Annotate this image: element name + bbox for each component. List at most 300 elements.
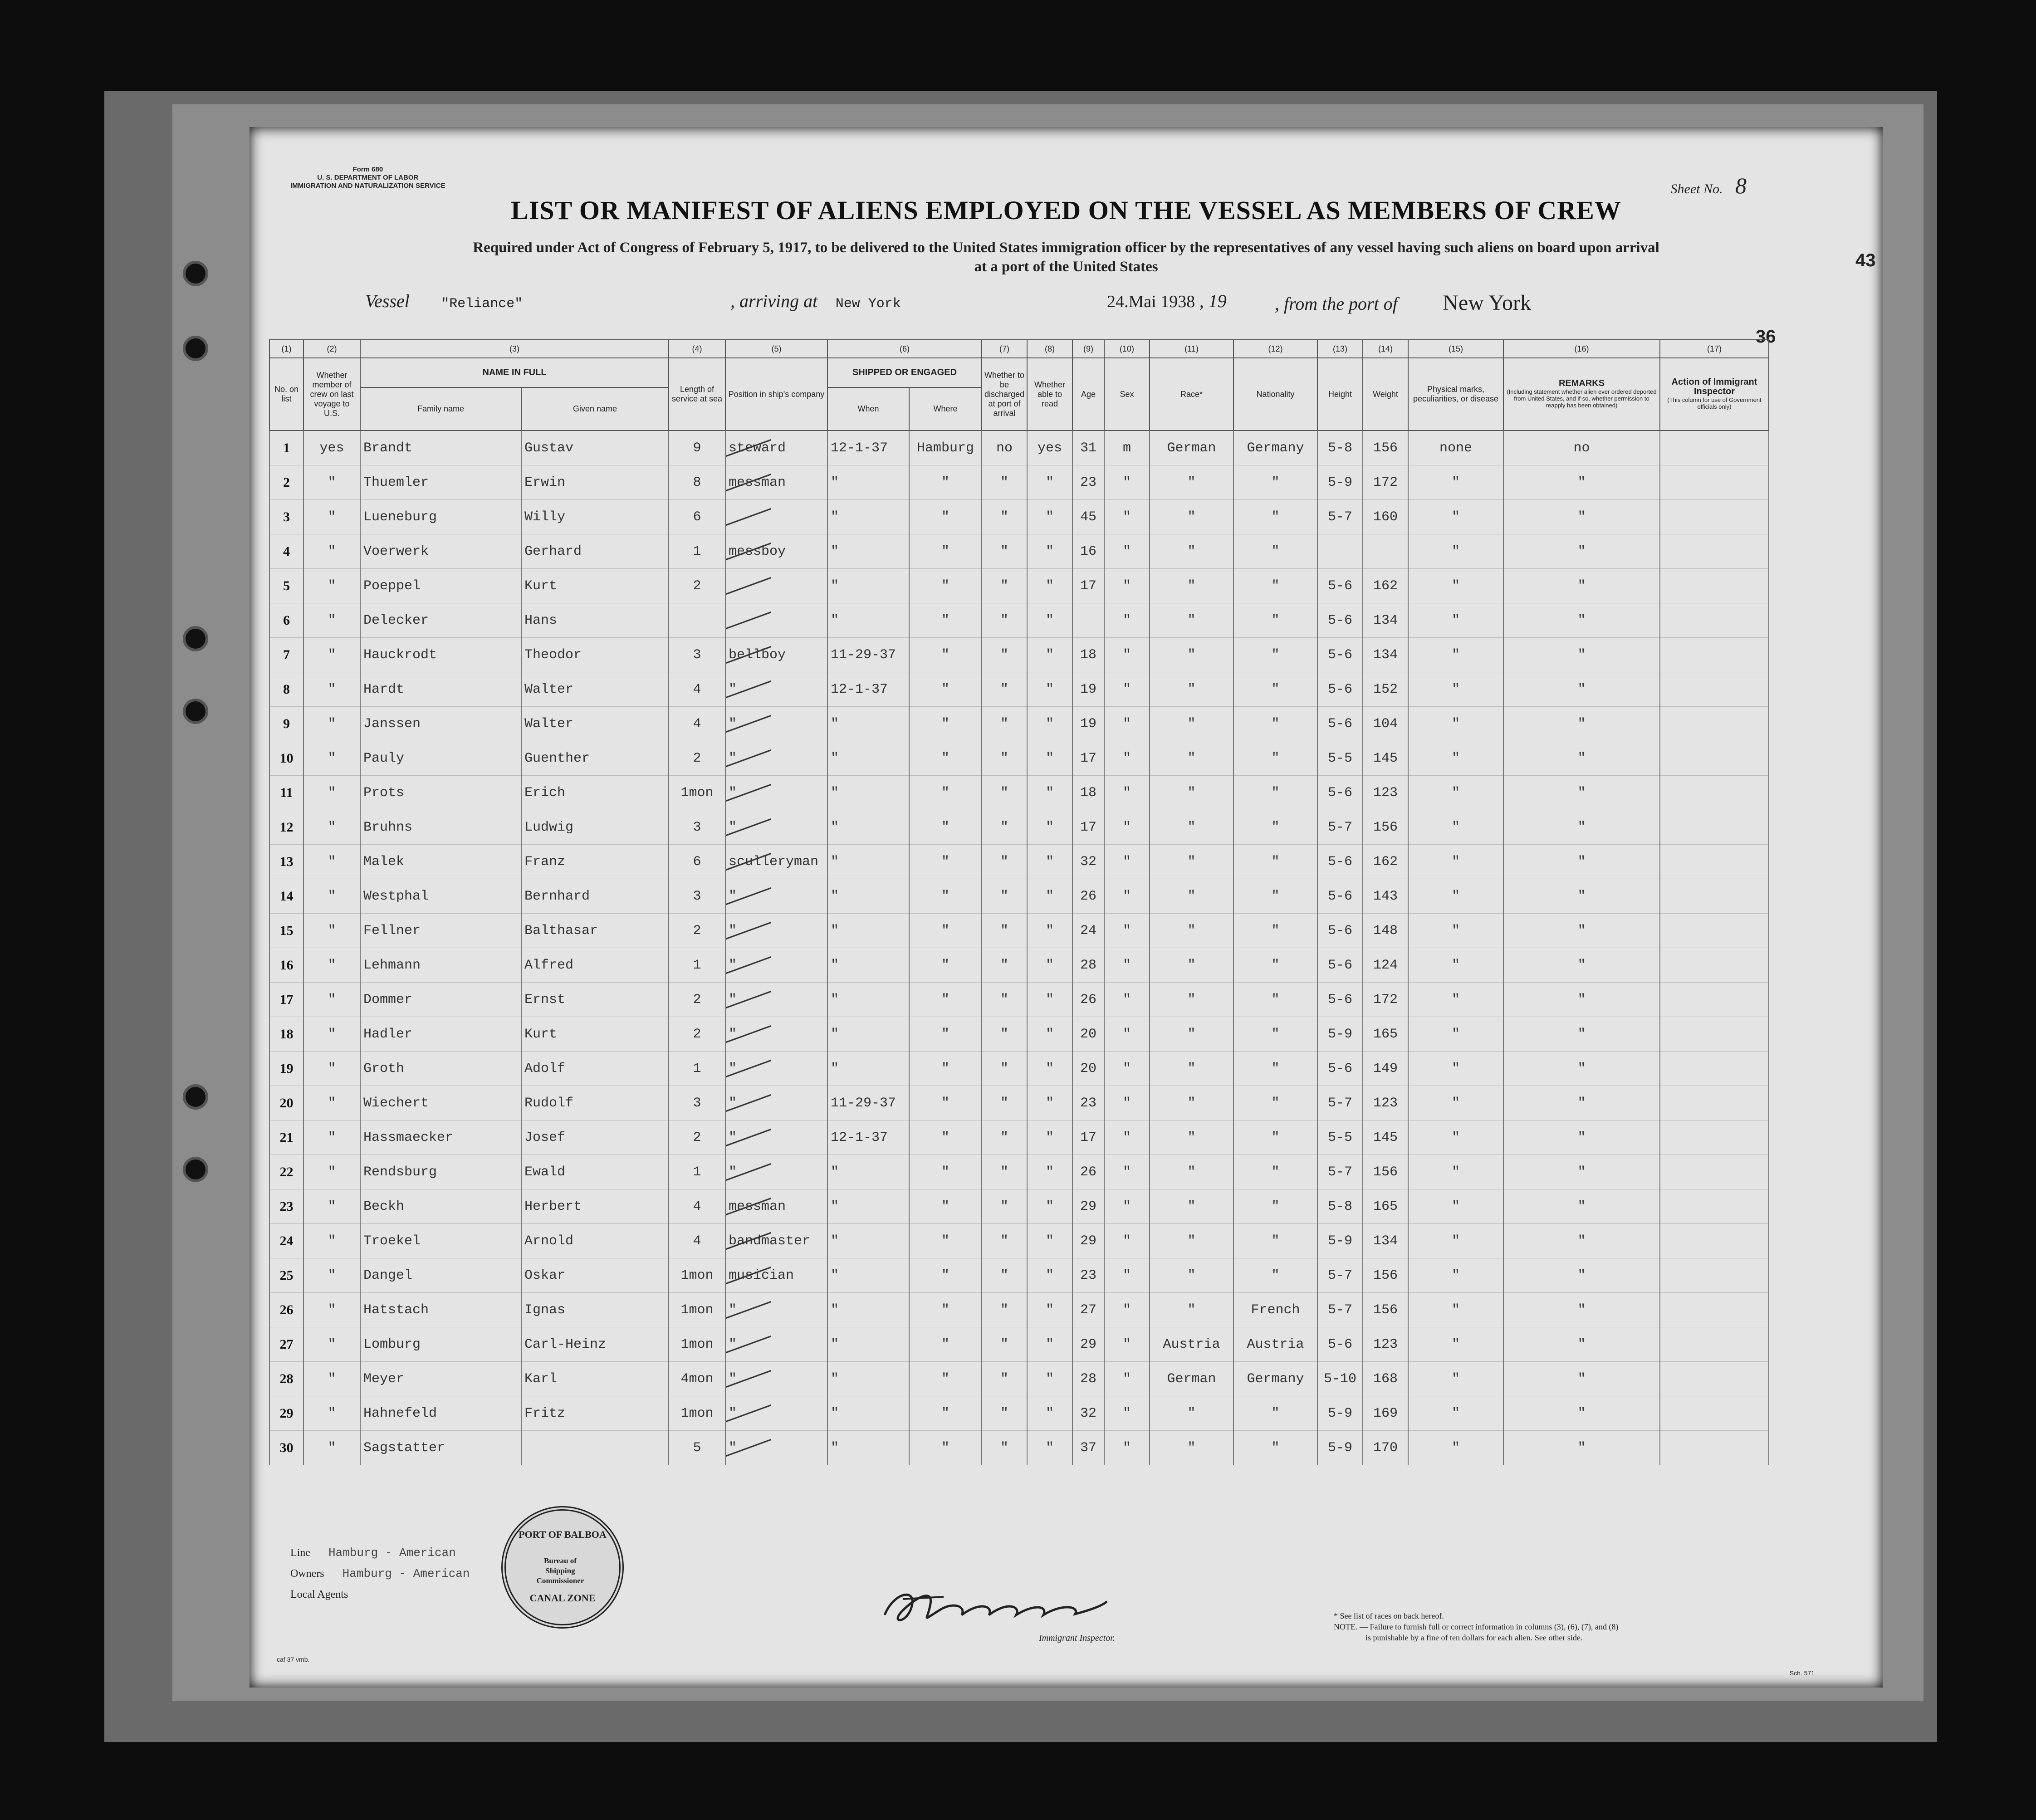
shipped-when-cell: ": [827, 1189, 909, 1224]
nationality-cell: ": [1233, 810, 1317, 845]
table-row: [269, 1224, 1769, 1258]
age-cell: 26: [1072, 983, 1104, 1017]
name-in-full-label: NAME IN FULL: [482, 367, 547, 377]
race-cell: ": [1150, 638, 1233, 672]
inspector-action-cell: [1660, 1189, 1769, 1224]
remarks-cell: ": [1503, 1327, 1660, 1362]
race-cell: ": [1150, 879, 1233, 914]
given-name-cell: Guenther: [521, 741, 669, 776]
remarks-cell: ": [1503, 1189, 1660, 1224]
col-5-number: (5): [725, 340, 827, 358]
inspector-action-cell: [1660, 431, 1769, 465]
able-to-read-cell: ": [1027, 1086, 1072, 1120]
race-cell: ": [1150, 1189, 1233, 1224]
nationality-cell: ": [1233, 638, 1317, 672]
family-name-cell: Lueneburg: [360, 500, 521, 534]
sex-cell: ": [1104, 534, 1150, 569]
shipped-where-cell: ": [909, 1017, 982, 1052]
remarks-note: (Including statement whether alien ever ordered deported from United States, and if so, whether permission to reapply has been obtained): [1507, 388, 1657, 409]
position-cell: ": [725, 879, 827, 914]
from-port-line: [1275, 290, 1531, 315]
age-cell: 19: [1072, 707, 1104, 741]
age-cell: 29: [1072, 1327, 1104, 1362]
given-name-cell: Hans: [521, 603, 669, 638]
shipped-when-cell: ": [827, 1155, 909, 1189]
position-cell: ": [725, 672, 827, 707]
arrival-date: 24.Mai 1938: [1107, 292, 1195, 311]
remarks-cell: ": [1503, 638, 1660, 672]
sex-cell: ": [1104, 776, 1150, 810]
given-name-cell: Balthasar: [521, 914, 669, 948]
weight-cell: 134: [1363, 603, 1408, 638]
weight-cell: 123: [1363, 776, 1408, 810]
able-to-read-cell: ": [1027, 1224, 1072, 1258]
previous-voyage-cell: ": [303, 465, 360, 500]
crew-count: 36: [1756, 327, 1776, 347]
length-of-service-cell: 1mon: [669, 1293, 725, 1327]
height-cell: 5-8: [1317, 1189, 1363, 1224]
discharged-cell: ": [982, 1052, 1027, 1086]
age-cell: 17: [1072, 569, 1104, 603]
given-name-cell: Gerhard: [521, 534, 669, 569]
col-1-number: (1): [269, 340, 303, 358]
table-row: [269, 879, 1769, 914]
position-cell: ": [725, 707, 827, 741]
able-to-read-cell: ": [1027, 1155, 1072, 1189]
length-of-service-cell: 3: [669, 810, 725, 845]
physical-marks-cell: ": [1408, 534, 1503, 569]
remarks-cell: ": [1503, 1052, 1660, 1086]
shipped-where-cell: ": [909, 1155, 982, 1189]
position-cell: messboy: [725, 534, 827, 569]
inspector-action-cell: [1660, 707, 1769, 741]
position-cell: ": [725, 983, 827, 1017]
race-cell: ": [1150, 1086, 1233, 1120]
height-cell: 5-9: [1317, 1396, 1363, 1431]
race-cell: ": [1150, 603, 1233, 638]
previous-voyage-cell: ": [303, 948, 360, 983]
shipped-where-cell: ": [909, 1052, 982, 1086]
family-name-cell: Malek: [360, 845, 521, 879]
shipped-where-cell: ": [909, 1120, 982, 1155]
stamp-line-3: CANAL ZONE: [529, 1592, 596, 1604]
weight-cell: 172: [1363, 465, 1408, 500]
sex-cell: ": [1104, 879, 1150, 914]
footnote-penalty-1: NOTE. — Failure to furnish full or correct information in columns (3), (6), (7), and (8): [1334, 1622, 1619, 1631]
shipped-where-cell: ": [909, 983, 982, 1017]
age-cell: 17: [1072, 810, 1104, 845]
given-name-cell: Ewald: [521, 1155, 669, 1189]
physical-marks-cell: ": [1408, 1224, 1503, 1258]
able-to-read-cell: ": [1027, 1052, 1072, 1086]
table-row: [269, 1293, 1769, 1327]
row-number-cell: 22: [269, 1155, 303, 1189]
family-name-cell: Dommer: [360, 983, 521, 1017]
previous-voyage-cell: ": [303, 1258, 360, 1293]
height-cell: 5-9: [1317, 1431, 1363, 1465]
inspector-action-cell: [1660, 948, 1769, 983]
row-number-cell: 9: [269, 707, 303, 741]
given-name-cell: Fritz: [521, 1396, 669, 1431]
header-height: Height: [1317, 358, 1363, 431]
discharged-cell: ": [982, 1017, 1027, 1052]
remarks-cell: ": [1503, 603, 1660, 638]
col-17-number: (17): [1660, 340, 1769, 358]
height-cell: 5-6: [1317, 603, 1363, 638]
remarks-cell: ": [1503, 1017, 1660, 1052]
discharged-cell: ": [982, 810, 1027, 845]
col-9-number: (9): [1072, 340, 1104, 358]
family-name-cell: Dangel: [360, 1258, 521, 1293]
table-row: [269, 707, 1769, 741]
able-to-read-cell: ": [1027, 603, 1072, 638]
length-of-service-cell: 4: [669, 1224, 725, 1258]
family-name-cell: Prots: [360, 776, 521, 810]
family-name-cell: Groth: [360, 1052, 521, 1086]
height-cell: 5-6: [1317, 879, 1363, 914]
nationality-cell: ": [1233, 1189, 1317, 1224]
able-to-read-cell: ": [1027, 741, 1072, 776]
inspector-action-cell: [1660, 672, 1769, 707]
inspector-action-cell: [1660, 603, 1769, 638]
previous-voyage-cell: ": [303, 534, 360, 569]
sex-cell: ": [1104, 741, 1150, 776]
shipped-when-cell: ": [827, 1017, 909, 1052]
port-stamp: [501, 1506, 624, 1629]
length-of-service-cell: 3: [669, 1086, 725, 1120]
header-nationality: Nationality: [1233, 358, 1317, 431]
header-given-name: Given name: [521, 387, 669, 431]
subtitle-line-2: at a port of the United States: [974, 259, 1158, 275]
race-cell: ": [1150, 983, 1233, 1017]
arriving-port: New York: [835, 296, 901, 312]
table-row: [269, 845, 1769, 879]
race-cell: ": [1150, 914, 1233, 948]
previous-voyage-cell: ": [303, 1327, 360, 1362]
row-number-cell: 10: [269, 741, 303, 776]
shipped-where-cell: ": [909, 810, 982, 845]
weight-cell: [1363, 534, 1408, 569]
age-cell: 23: [1072, 465, 1104, 500]
height-cell: 5-10: [1317, 1362, 1363, 1396]
sex-cell: ": [1104, 603, 1150, 638]
discharged-cell: ": [982, 465, 1027, 500]
family-name-cell: Bruhns: [360, 810, 521, 845]
nationality-cell: ": [1233, 948, 1317, 983]
discharged-cell: ": [982, 638, 1027, 672]
discharged-cell: ": [982, 741, 1027, 776]
discharged-cell: ": [982, 534, 1027, 569]
physical-marks-cell: ": [1408, 983, 1503, 1017]
sex-cell: ": [1104, 500, 1150, 534]
age-cell: 28: [1072, 948, 1104, 983]
length-of-service-cell: 6: [669, 500, 725, 534]
previous-voyage-cell: ": [303, 638, 360, 672]
col-8-number: (8): [1027, 340, 1072, 358]
race-cell: ": [1150, 1052, 1233, 1086]
nationality-cell: ": [1233, 983, 1317, 1017]
height-cell: 5-6: [1317, 983, 1363, 1017]
position-cell: steward: [725, 431, 827, 465]
col-16-number: (16): [1503, 340, 1660, 358]
given-name-cell: Bernhard: [521, 879, 669, 914]
height-cell: 5-9: [1317, 1224, 1363, 1258]
able-to-read-cell: ": [1027, 534, 1072, 569]
position-cell: [725, 603, 827, 638]
previous-voyage-cell: ": [303, 879, 360, 914]
able-to-read-cell: ": [1027, 1120, 1072, 1155]
table-row: [269, 1327, 1769, 1362]
previous-voyage-cell: ": [303, 983, 360, 1017]
col-7-number: (7): [982, 340, 1027, 358]
position-cell: ": [725, 1396, 827, 1431]
sex-cell: ": [1104, 569, 1150, 603]
nationality-cell: ": [1233, 500, 1317, 534]
row-number-cell: 27: [269, 1327, 303, 1362]
owners-row: [290, 1563, 470, 1584]
given-name-cell: Franz: [521, 845, 669, 879]
able-to-read-cell: ": [1027, 1189, 1072, 1224]
length-of-service-cell: 1mon: [669, 1258, 725, 1293]
family-name-cell: Hardt: [360, 672, 521, 707]
sex-cell: ": [1104, 983, 1150, 1017]
sex-cell: ": [1104, 1327, 1150, 1362]
table-row: [269, 741, 1769, 776]
family-name-cell: Hauckrodt: [360, 638, 521, 672]
physical-marks-cell: ": [1408, 1431, 1503, 1465]
row-number-cell: 25: [269, 1258, 303, 1293]
discharged-cell: ": [982, 1189, 1027, 1224]
given-name-cell: Kurt: [521, 1017, 669, 1052]
shipped-where-cell: ": [909, 1086, 982, 1120]
remarks-cell: ": [1503, 1431, 1660, 1465]
shipped-where-cell: ": [909, 603, 982, 638]
binder-hole: [183, 626, 208, 651]
age-cell: 45: [1072, 500, 1104, 534]
from-port: New York: [1443, 291, 1531, 315]
age-cell: 28: [1072, 1362, 1104, 1396]
given-name-cell: Walter: [521, 672, 669, 707]
position-cell: ": [725, 1155, 827, 1189]
form-number: Form 680: [352, 166, 383, 173]
row-number-cell: 16: [269, 948, 303, 983]
physical-marks-cell: ": [1408, 1086, 1503, 1120]
shipped-when-cell: 12-1-37: [827, 1120, 909, 1155]
age-cell: 17: [1072, 1120, 1104, 1155]
inspector-action-cell: [1660, 1017, 1769, 1052]
family-name-cell: Hadler: [360, 1017, 521, 1052]
age-cell: 18: [1072, 638, 1104, 672]
weight-cell: 148: [1363, 914, 1408, 948]
crew-manifest-table: [269, 339, 1769, 1465]
row-number-cell: 1: [269, 431, 303, 465]
row-number-cell: 5: [269, 569, 303, 603]
stamp-line-1: PORT OF BALBOA: [519, 1529, 607, 1540]
from-port-label: , from the port of: [1275, 294, 1398, 314]
shipped-where-cell: ": [909, 1189, 982, 1224]
header-discharged: Whether to be discharged at port of arrival: [982, 358, 1027, 431]
remarks-cell: ": [1503, 914, 1660, 948]
shipped-where-cell: ": [909, 672, 982, 707]
previous-voyage-cell: ": [303, 569, 360, 603]
sex-cell: ": [1104, 672, 1150, 707]
remarks-cell: no: [1503, 431, 1660, 465]
inspector-action-note: (This column for use of Government officials only): [1667, 396, 1762, 410]
row-number-cell: 24: [269, 1224, 303, 1258]
weight-cell: 165: [1363, 1017, 1408, 1052]
footnotes: [1334, 1610, 1618, 1643]
row-number-cell: 3: [269, 500, 303, 534]
race-cell: ": [1150, 707, 1233, 741]
family-name-cell: Meyer: [360, 1362, 521, 1396]
given-name-cell: Oskar: [521, 1258, 669, 1293]
weight-cell: 152: [1363, 672, 1408, 707]
physical-marks-cell: ": [1408, 1362, 1503, 1396]
physical-marks-cell: none: [1408, 431, 1503, 465]
family-name-cell: Lehmann: [360, 948, 521, 983]
line-row: [290, 1542, 470, 1563]
table-row: [269, 1052, 1769, 1086]
discharged-cell: ": [982, 1396, 1027, 1431]
length-of-service-cell: 2: [669, 914, 725, 948]
inspector-action-label: Action of Immigrant Inspector: [1671, 377, 1757, 396]
race-cell: ": [1150, 1224, 1233, 1258]
weight-cell: 156: [1363, 1293, 1408, 1327]
position-cell: ": [725, 776, 827, 810]
table-row: [269, 569, 1769, 603]
height-cell: 5-7: [1317, 1086, 1363, 1120]
position-cell: ": [725, 1431, 827, 1465]
sex-cell: ": [1104, 948, 1150, 983]
family-name-cell: Sagstatter: [360, 1431, 521, 1465]
shipped-when-cell: ": [827, 776, 909, 810]
sheet-number-value: 8: [1735, 173, 1747, 198]
previous-voyage-cell: ": [303, 1293, 360, 1327]
given-name-cell: Herbert: [521, 1189, 669, 1224]
weight-cell: 168: [1363, 1362, 1408, 1396]
length-of-service-cell: 4mon: [669, 1362, 725, 1396]
physical-marks-cell: ": [1408, 845, 1503, 879]
shipped-when-cell: 12-1-37: [827, 431, 909, 465]
shipped-when-cell: ": [827, 983, 909, 1017]
manifest-title: LIST OR MANIFEST OF ALIENS EMPLOYED ON THE VESSEL AS MEMBERS OF CREW: [511, 196, 1621, 225]
binder-hole: [183, 1157, 208, 1182]
family-name-cell: Delecker: [360, 603, 521, 638]
arriving-label: , arriving at: [730, 291, 818, 311]
age-cell: 23: [1072, 1258, 1104, 1293]
race-cell: ": [1150, 1120, 1233, 1155]
row-number-cell: 12: [269, 810, 303, 845]
sex-cell: ": [1104, 1155, 1150, 1189]
family-name-cell: Lomburg: [360, 1327, 521, 1362]
shipped-where-cell: ": [909, 1362, 982, 1396]
line-label: Line: [290, 1547, 310, 1559]
header-where: Where: [909, 387, 982, 431]
remarks-cell: ": [1503, 1086, 1660, 1120]
remarks-cell: ": [1503, 741, 1660, 776]
table-row: [269, 810, 1769, 845]
physical-marks-cell: ": [1408, 465, 1503, 500]
given-name-cell: Ludwig: [521, 810, 669, 845]
shipped-where-cell: ": [909, 638, 982, 672]
sex-cell: ": [1104, 1052, 1150, 1086]
position-cell: bellboy: [725, 638, 827, 672]
table-row: [269, 1086, 1769, 1120]
length-of-service-cell: 8: [669, 465, 725, 500]
nationality-cell: ": [1233, 1258, 1317, 1293]
discharged-cell: ": [982, 1362, 1027, 1396]
vessel-label: Vessel: [365, 291, 410, 311]
length-of-service-cell: 9: [669, 431, 725, 465]
shipped-where-cell: ": [909, 845, 982, 879]
shipped-when-cell: ": [827, 845, 909, 879]
date-line: [1107, 290, 1227, 312]
height-cell: 5-6: [1317, 948, 1363, 983]
previous-voyage-cell: ": [303, 707, 360, 741]
position-cell: ": [725, 1362, 827, 1396]
inspector-action-cell: [1660, 1052, 1769, 1086]
weight-cell: 156: [1363, 810, 1408, 845]
table-row: [269, 431, 1769, 465]
discharged-cell: ": [982, 845, 1027, 879]
remarks-cell: ": [1503, 465, 1660, 500]
shipped-when-cell: ": [827, 741, 909, 776]
remarks-cell: ": [1503, 569, 1660, 603]
given-name-cell: Arnold: [521, 1224, 669, 1258]
length-of-service-cell: 1mon: [669, 1396, 725, 1431]
physical-marks-cell: ": [1408, 569, 1503, 603]
discharged-cell: ": [982, 983, 1027, 1017]
inspector-action-cell: [1660, 1362, 1769, 1396]
sex-cell: ": [1104, 1086, 1150, 1120]
discharged-cell: ": [982, 948, 1027, 983]
given-name-cell: Gustav: [521, 431, 669, 465]
remarks-label: REMARKS: [1558, 378, 1605, 388]
subtitle-line-1: Required under Act of Congress of February 5, 1917, to be delivered to the United States immigration officer by the representatives of any vessel having such aliens on board upon arrival: [473, 240, 1659, 256]
col-4-number: (4): [669, 340, 725, 358]
discharged-cell: ": [982, 1327, 1027, 1362]
nationality-cell: ": [1233, 1224, 1317, 1258]
shipped-when-cell: ": [827, 1327, 909, 1362]
shipped-where-cell: Hamburg: [909, 431, 982, 465]
physical-marks-cell: ": [1408, 1327, 1503, 1362]
sex-cell: ": [1104, 914, 1150, 948]
table-row: [269, 1396, 1769, 1431]
shipped-when-cell: ": [827, 1362, 909, 1396]
position-cell: ": [725, 810, 827, 845]
length-of-service-cell: 2: [669, 569, 725, 603]
table-row: [269, 603, 1769, 638]
age-cell: [1072, 603, 1104, 638]
weight-cell: 156: [1363, 1155, 1408, 1189]
remarks-cell: ": [1503, 776, 1660, 810]
shipped-where-cell: ": [909, 1396, 982, 1431]
nationality-cell: ": [1233, 672, 1317, 707]
nationality-cell: ": [1233, 1052, 1317, 1086]
height-cell: [1317, 534, 1363, 569]
length-of-service-cell: 2: [669, 1017, 725, 1052]
shipped-engaged-label: SHIPPED OR ENGAGED: [852, 367, 957, 377]
row-number-cell: 6: [269, 603, 303, 638]
race-cell: ": [1150, 500, 1233, 534]
remarks-cell: ": [1503, 845, 1660, 879]
row-number-cell: 29: [269, 1396, 303, 1431]
form-header: [290, 166, 445, 190]
remarks-cell: ": [1503, 1396, 1660, 1431]
line-value-2: Hamburg - American: [342, 1567, 470, 1580]
family-name-cell: Rendsburg: [360, 1155, 521, 1189]
service-name: IMMIGRATION AND NATURALIZATION SERVICE: [290, 182, 445, 190]
